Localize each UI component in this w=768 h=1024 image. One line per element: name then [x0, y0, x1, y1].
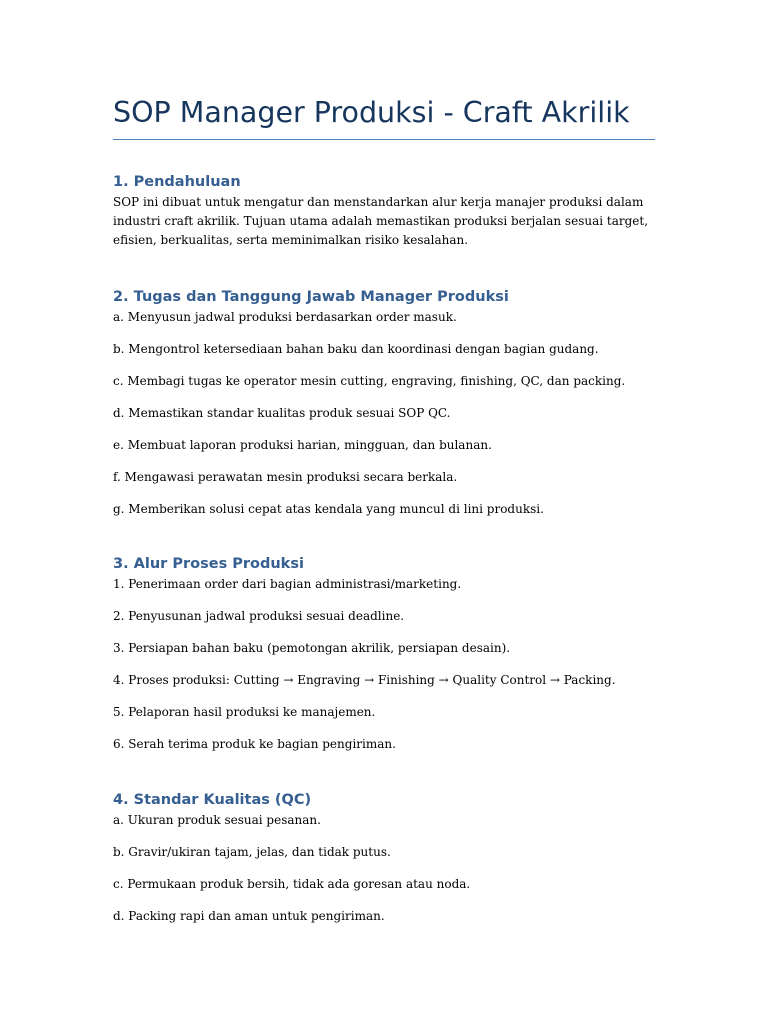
list-item: c. Permukaan produk bersih, tidak ada goresan atau noda.	[113, 877, 471, 891]
list-item: e. Membuat laporan produksi harian, mingguan, dan bulanan.	[113, 438, 492, 452]
list-item: a. Ukuran produk sesuai pesanan.	[113, 813, 321, 827]
section-pendahuluan	[113, 171, 673, 250]
section-heading: 2. Tugas dan Tanggung Jawab Manager Produksi	[113, 289, 509, 305]
section-standar-kualitas	[113, 789, 673, 939]
section-alur-proses	[113, 553, 673, 767]
list-item: d. Packing rapi dan aman untuk pengiriman.	[113, 909, 385, 923]
list-item: f. Mengawasi perawatan mesin produksi secara berkala.	[113, 470, 458, 484]
list-item: g. Memberikan solusi cepat atas kendala yang muncul di lini produksi.	[113, 502, 544, 516]
title-underline	[113, 139, 655, 140]
paragraph-line: industri craft akrilik. Tujuan utama adalah memastikan produksi berjalan sesuai target,	[113, 214, 649, 228]
section-heading: 1. Pendahuluan	[113, 174, 241, 190]
list-item: 6. Serah terima produk ke bagian pengiriman.	[113, 737, 396, 751]
list-item: c. Membagi tugas ke operator mesin cutting, engraving, finishing, QC, dan packing.	[113, 374, 626, 388]
list-item: d. Memastikan standar kualitas produk sesuai SOP QC.	[113, 406, 451, 420]
paragraph-line: SOP ini dibuat untuk mengatur dan menstandarkan alur kerja manajer produksi dalam	[113, 195, 644, 209]
list-item: 4. Proses produksi: Cutting → Engraving → Finishing → Quality Control → Packing.	[113, 673, 616, 687]
section-heading: 3. Alur Proses Produksi	[113, 556, 304, 572]
list-item: 3. Persiapan bahan baku (pemotongan akrilik, persiapan desain).	[113, 641, 511, 655]
list-item: a. Menyusun jadwal produksi berdasarkan order masuk.	[113, 310, 457, 324]
section-tugas-tanggung-jawab	[113, 286, 673, 532]
section-paragraph	[113, 193, 673, 250]
section-heading: 4. Standar Kualitas (QC)	[113, 792, 312, 808]
paragraph-line: efisien, berkualitas, serta meminimalkan risiko kesalahan.	[113, 233, 469, 247]
list-item: 2. Penyusunan jadwal produksi sesuai deadline.	[113, 609, 405, 623]
document-title: SOP Manager Produksi - Craft Akrilik	[113, 96, 630, 129]
list-item: b. Gravir/ukiran tajam, jelas, dan tidak putus.	[113, 845, 391, 859]
list-item: b. Mengontrol ketersediaan bahan baku dan koordinasi dengan bagian gudang.	[113, 342, 599, 356]
list-item: 5. Pelaporan hasil produksi ke manajemen.	[113, 705, 376, 719]
list-item: 1. Penerimaan order dari bagian administrasi/marketing.	[113, 577, 462, 591]
